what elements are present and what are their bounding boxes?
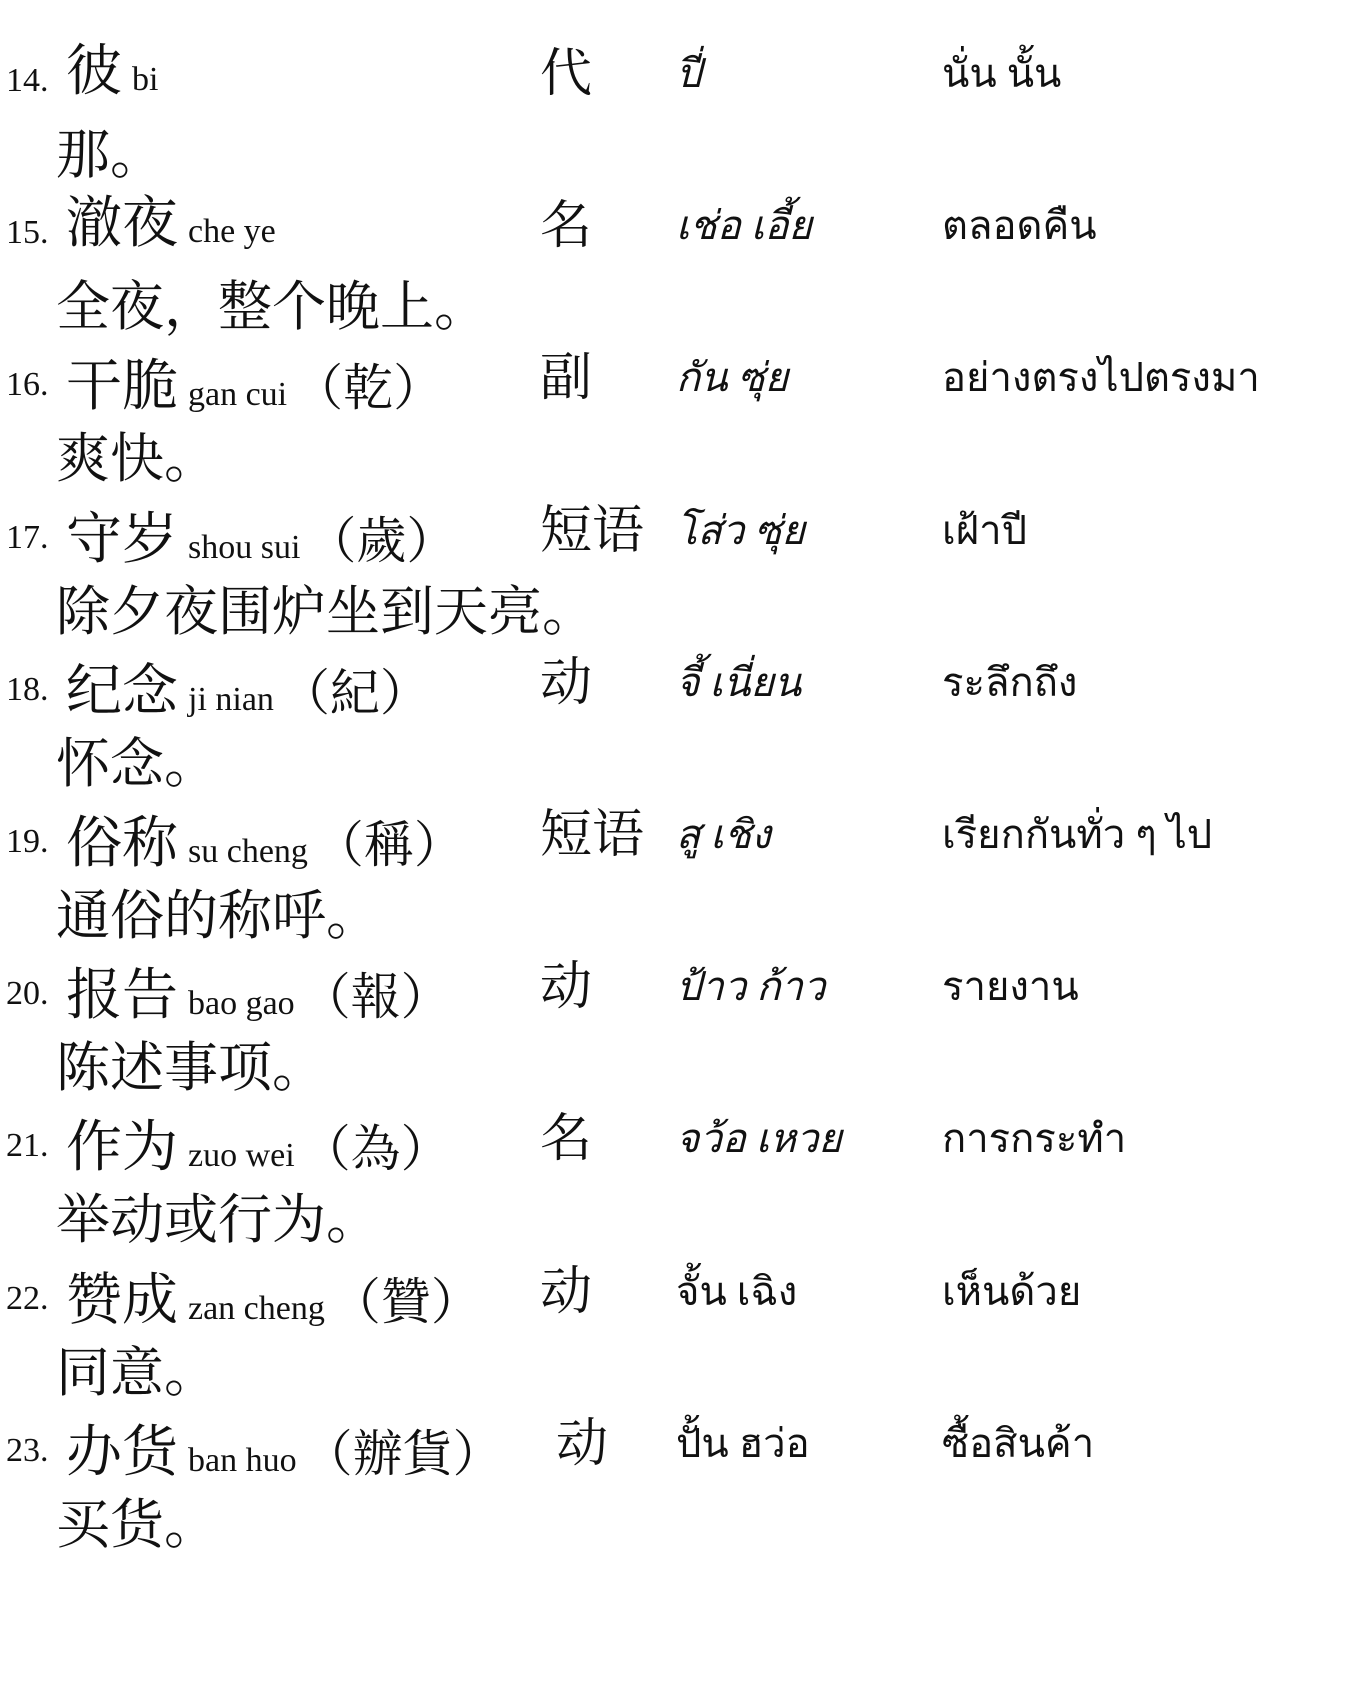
entry-thai-meaning: ระลึกถึง [942,659,1078,705]
entry-thai-meaning: การกระทำ [942,1116,1127,1162]
vocab-entry [0,1101,1364,1263]
entry-part-of-speech: 短语 [540,805,645,865]
entry-word: 澈夜 [66,191,178,257]
entry-thai-transliteration: โส่ว ซุ่ย [676,507,805,553]
entry-thai-transliteration: จี้ เนี่ยน [676,659,802,705]
entry-pinyin: su cheng [188,833,308,870]
entry-part-of-speech: 名 [540,1109,593,1170]
vocab-entry [0,36,1364,198]
entry-headword [66,1414,503,1486]
entry-thai-meaning: เฝ้าปี [942,507,1027,553]
entry-pinyin: ban huo [188,1441,297,1479]
entry-definition: 买货。 [56,1492,218,1556]
entry-definition: 爽快。 [56,427,218,491]
entry-pinyin: ji nian [188,680,274,718]
vocab-entry [0,1406,1364,1568]
entry-word: 俗称 [66,811,178,876]
entry-traditional: （為） [300,1120,451,1179]
entry-headword [66,191,282,257]
entry-thai-transliteration: ปี่ [676,51,702,96]
entry-part-of-speech: 代 [540,44,593,104]
entry-headword [66,39,164,104]
entry-pinyin: zan cheng [188,1289,325,1327]
entry-number: 22. [6,1279,49,1317]
entry-definition: 通俗的称呼。 [56,884,380,947]
entry-word: 报告 [66,963,178,1029]
entry-traditional: （報） [300,968,451,1027]
entry-thai-meaning: นั่น นั้น [942,51,1062,96]
entry-part-of-speech: 动 [540,652,593,713]
entry-headword [66,348,443,420]
entry-part-of-speech: 副 [540,348,593,409]
entry-pinyin: shou sui [188,528,301,566]
entry-thai-meaning: ซื้อสินค้า [942,1420,1095,1466]
entry-traditional: （乾） [293,359,444,418]
entry-thai-meaning: ตลอดคืน [942,203,1097,249]
vocab-entry [0,949,1364,1111]
entry-word: 干脆 [66,354,178,420]
entry-word: 纪念 [66,658,178,724]
entry-number: 14. [6,62,49,99]
vocab-entry [0,493,1364,655]
entry-thai-transliteration: ป้าว ก้าว [676,964,826,1010]
entry-word: 彼 [66,39,122,104]
entry-number: 18. [6,670,49,708]
entry-part-of-speech: 动 [556,1413,609,1474]
entry-headword [66,501,456,573]
entry-number: 17. [6,518,49,556]
entry-definition: 陈述事项。 [56,1036,326,1100]
entry-number: 21. [6,1127,49,1165]
entry-definition: 举动或行为。 [56,1188,380,1252]
entry-number: 19. [6,823,49,860]
entry-pinyin: zuo wei [188,1137,295,1175]
entry-headword [66,1109,451,1181]
entry-headword [66,1262,481,1334]
entry-number: 15. [6,214,49,252]
entry-thai-meaning: เห็นด้วย [942,1268,1082,1314]
entry-word: 办货 [66,1419,178,1485]
entry-pinyin: bao gao [188,985,295,1023]
entry-traditional: （辦貨） [302,1424,503,1483]
entry-definition: 怀念。 [56,731,218,795]
entry-headword [66,957,451,1029]
vocab-entry [0,188,1364,350]
entry-part-of-speech: 动 [540,1261,593,1322]
entry-definition: 同意。 [56,1340,218,1404]
vocab-entry [0,797,1364,959]
entry-definition: 那。 [56,123,164,186]
entry-thai-transliteration: สู เชิง [676,812,771,857]
entry-traditional: （贊） [330,1272,481,1331]
entry-number: 16. [6,366,49,404]
entry-thai-transliteration: จั้น เฉิง [676,1268,798,1314]
entry-pinyin: gan cui [188,376,288,414]
entry-word: 守岁 [66,506,178,572]
entry-thai-meaning: เรียกกันทั่ว ๆ ไป [942,812,1213,857]
entry-headword [66,653,430,725]
entry-number: 23. [6,1431,49,1469]
entry-number: 20. [6,975,49,1013]
entry-pinyin: bi [132,61,159,98]
entry-thai-transliteration: เช่อ เอี้ย [676,203,812,249]
entry-headword [66,805,464,877]
entry-part-of-speech: 名 [540,196,593,257]
entry-thai-transliteration: กัน ซุ่ย [676,355,789,401]
entry-thai-meaning: รายงาน [942,964,1079,1010]
entry-part-of-speech: 动 [540,957,593,1018]
entry-part-of-speech: 短语 [540,500,645,561]
entry-pinyin: che ye [188,213,276,251]
vocab-entry [0,340,1364,502]
entry-traditional: （歲） [306,511,457,570]
vocab-entry [0,1254,1364,1416]
vocab-entry [0,645,1364,807]
entry-traditional: （紀） [279,663,430,722]
entry-thai-transliteration: ปั้น ฮว่อ [676,1420,810,1466]
entry-definition: 除夕夜围炉坐到天亮。 [56,579,596,643]
entry-definition: 全夜，整个晚上。 [56,275,488,339]
entry-traditional: （稱） [313,816,464,874]
entry-thai-meaning: อย่างตรงไปตรงมา [942,355,1260,401]
entry-word: 作为 [66,1115,178,1181]
entry-thai-transliteration: จว้อ เหวย [676,1116,842,1162]
entry-word: 赞成 [66,1267,178,1333]
